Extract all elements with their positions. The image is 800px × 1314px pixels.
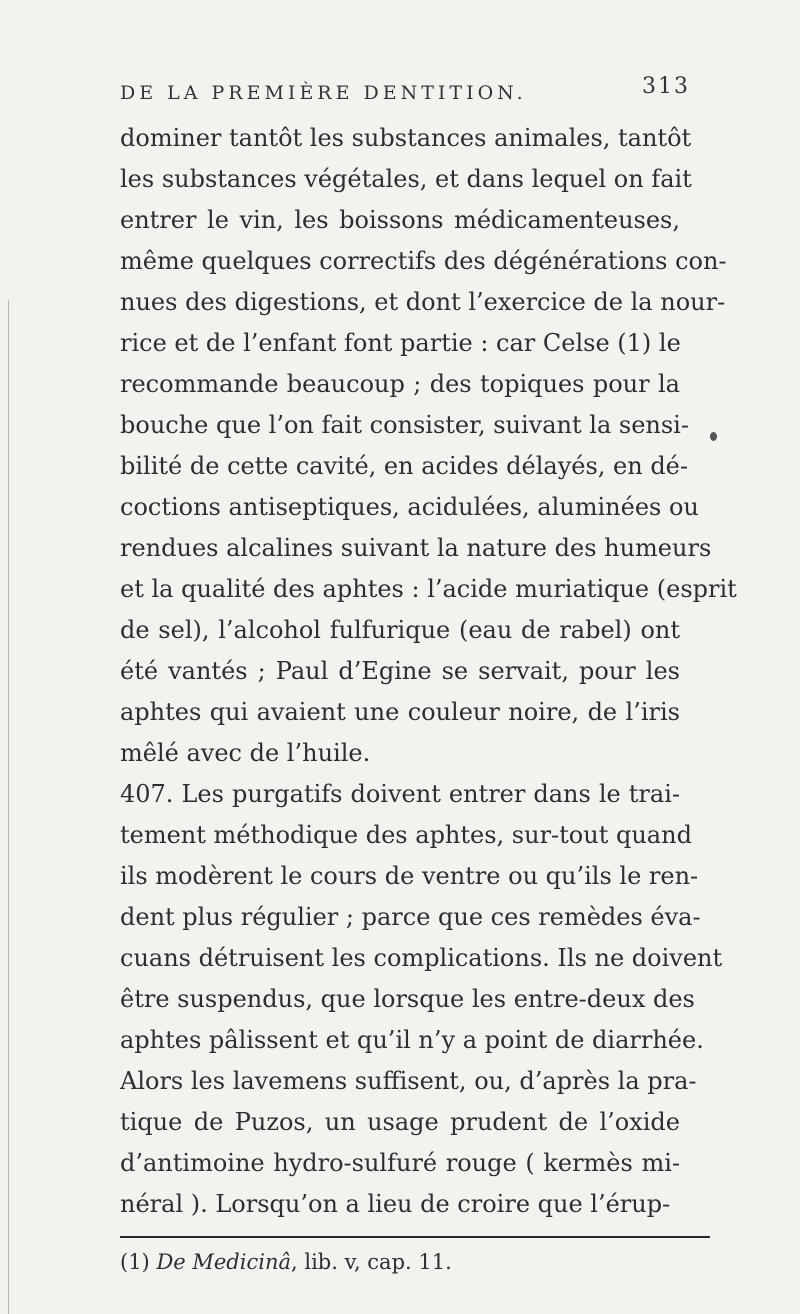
body-text: [120, 118, 737, 1225]
text-line: recommande beaucoup ; des topiques pour la: [120, 370, 680, 398]
text-line: coctions antiseptiques, acidulées, aluminées ou: [120, 493, 699, 521]
text-line: dominer tantôt les substances animales, tantôt: [120, 124, 692, 152]
page-edge-line: [8, 300, 9, 1314]
footnote-rule: [120, 1236, 710, 1238]
running-header: [120, 74, 690, 104]
text-line: bilité de cette cavité, en acides délayés, en dé-: [120, 452, 688, 480]
text-line: ils modèrent le cours de ventre ou qu’ils le ren-: [120, 862, 699, 890]
running-title: DE LA PREMIÈRE DENTITION.: [120, 82, 527, 104]
text-line: été vantés ; Paul d’Egine se servait, pour les: [120, 657, 680, 685]
text-line: aphtes pâlissent et qu’il n’y a point de diarrhée.: [120, 1026, 704, 1054]
text-line: bouche que l’on fait consister, suivant la sensi-: [120, 411, 689, 439]
footnote-marker: (1): [120, 1250, 150, 1274]
text-line: Alors les lavemens suffisent, ou, d’après la pra-: [120, 1067, 697, 1095]
text-line: dent plus régulier ; parce que ces remèdes éva-: [120, 903, 701, 931]
text-line: mêlé avec de l’huile.: [120, 739, 371, 767]
text-line: tement méthodique des aphtes, sur-tout quand: [120, 821, 692, 849]
footnote-reference: , lib. v, cap. 11.: [291, 1250, 452, 1274]
text-line: néral ). Lorsqu’on a lieu de croire que l’érup-: [120, 1190, 671, 1218]
page-number: 313: [642, 74, 690, 99]
text-line: tique de Puzos, un usage prudent de l’oxide: [120, 1108, 680, 1136]
text-line: 407. Les purgatifs doivent entrer dans le trai-: [120, 780, 680, 808]
text-line: nues des digestions, et dont l’exercice de la nour-: [120, 288, 726, 316]
text-line: d’antimoine hydro-sulfuré rouge ( kermès mi-: [120, 1149, 680, 1177]
text-line: cuans détruisent les complications. Ils ne doivent: [120, 944, 723, 972]
text-line: et la qualité des aphtes : l’acide muriatique (esprit: [120, 575, 737, 603]
text-line: rendues alcalines suivant la nature des humeurs: [120, 534, 712, 562]
footnote-title: De Medicinâ: [156, 1250, 291, 1274]
footnote: [120, 1250, 452, 1274]
text-line: entrer le vin, les boissons médicamenteuses,: [120, 206, 680, 234]
text-line: rice et de l’enfant font partie : car Celse (1) le: [120, 329, 681, 357]
text-line: de sel), l’alcohol fulfurique (eau de rabel) ont: [120, 616, 680, 644]
ink-spot: [710, 432, 717, 441]
text-line: être suspendus, que lorsque les entre-deux des: [120, 985, 695, 1013]
text-line: même quelques correctifs des dégénérations con-: [120, 247, 727, 275]
text-line: les substances végétales, et dans lequel on fait: [120, 165, 692, 193]
text-line: aphtes qui avaient une couleur noire, de l’iris: [120, 698, 680, 726]
